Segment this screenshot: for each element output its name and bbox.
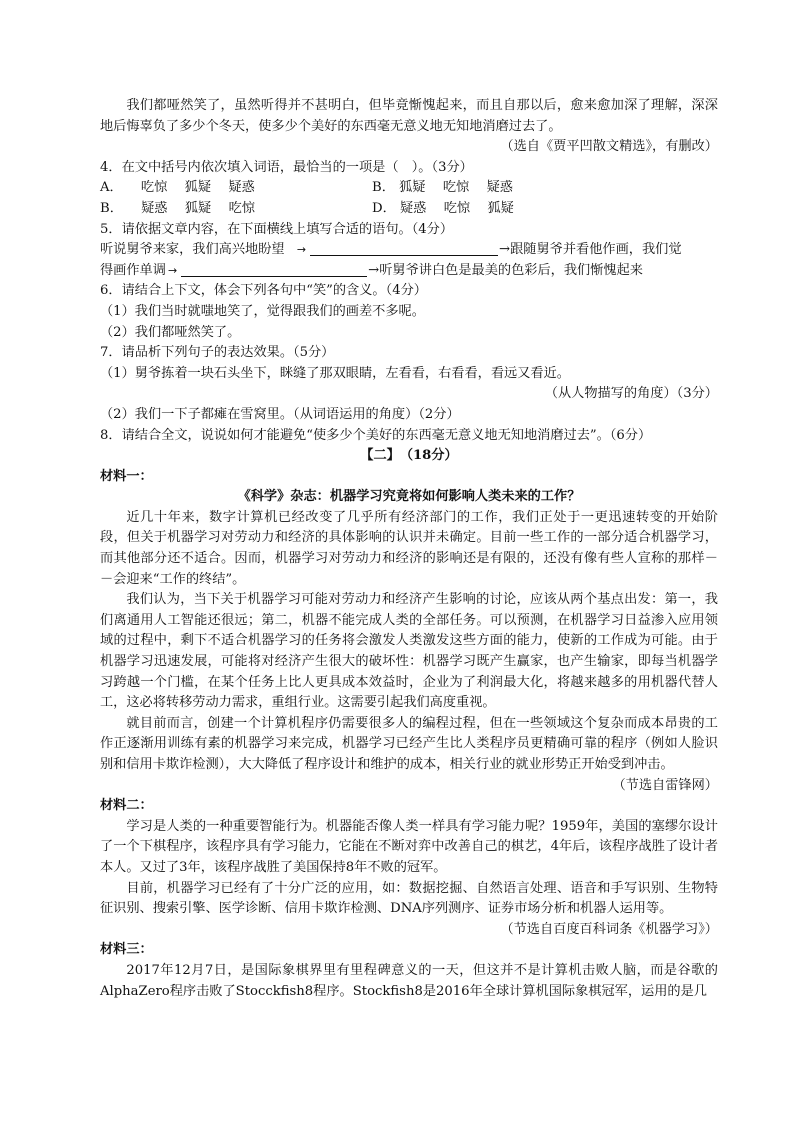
material-1-label: 材料一： (100, 468, 153, 484)
question-6-stem: 6．请结合上下文，体会下列各句中“笑”的含义。（4分） (100, 283, 427, 299)
option-c-label: B． (100, 200, 123, 216)
question-7-sentence-2: （2）我们一下子都瘫在雪窝里。（从词语运用的角度）（2分） (100, 406, 460, 422)
question-4-options-row-1 (100, 178, 718, 199)
question-8-stem: 8．请结合全文，说说如何才能避免“使多少个美好的东西毫无意义地无知地消磨过去”。（6分） (100, 427, 652, 443)
question-5-text-d: →听舅爷讲白色是最美的色彩后，我们惭愧起来 (368, 262, 643, 278)
answer-blank-2[interactable] (181, 264, 367, 277)
question-6-sentence-2: （2）我们都哑然笑了。 (100, 324, 241, 340)
option-b-label: B． (372, 180, 395, 196)
question-5-line-2 (100, 261, 718, 282)
question-6-sentence-1: （1）我们当时就嗤地笑了，觉得跟我们的画差不多呢。 (100, 303, 425, 319)
option-a-text: 吃惊 狐疑 疑惑 (140, 180, 255, 196)
option-d-text: 疑惑 吃惊 狐疑 (399, 200, 514, 216)
arrow-icon: → (296, 243, 307, 257)
question-4-stem: 4．在文中括号内依次填入词语，最恰当的一项是（ ）。（3分） (100, 159, 473, 175)
question-5-line-1 (100, 240, 718, 261)
material-1-source: （节选自雷锋网） (612, 777, 718, 793)
exam-page (100, 96, 718, 1002)
question-4-options-row-2 (100, 199, 718, 220)
material-1-title: 《科学》杂志：机器学习究竟将如何影响人类未来的工作？ (237, 489, 581, 505)
material-2-paragraph-1: 学习是人类的一种重要智能行为。机器能否像人类一样具有学习能力呢？1959年，美国的塞缪尔设计了一个下棋程序，该程序具有学习能力，它能在不断对弈中改善自己的棋艺，4年后，该程序战胜了设计者本人。又过了3年，该程序战胜了美国保持8年不败的冠军。 (100, 818, 718, 875)
answer-blank-1[interactable] (310, 243, 498, 256)
question-5-text-a: 听说舅爷来家，我们高兴地盼望 (100, 242, 285, 258)
section-heading: 【二】 （18分） (360, 448, 458, 464)
material-1-paragraph-3: 就目前而言，创建一个计算机程序仍需要很多人的编程过程，但在一些领域这个复杂而成本昂贵的工作正逐渐用训练有素的机器学习来完成，机器学习已经产生比人类程序员更精确可靠的程序（例如人脸识别和信用卡欺诈检测），大大降低了程序设计和维护的成本，相关行业的就业形势正开始受到冲击。 (100, 715, 718, 772)
material-3-label: 材料三： (100, 942, 153, 958)
question-5-stem: 5．请依据文章内容，在下面横线上填写合适的语句。（4分） (100, 221, 454, 237)
question-7-stem: 7．请品析下列句子的表达效果。（5分） (100, 345, 335, 361)
question-5-text-c: 得画作单调 (100, 262, 166, 278)
material-1-paragraph-2: 我们认为，当下关于机器学习可能对劳动力和经济产生影响的讨论，应该从两个基点出发：第一，我们离通用人工智能还很远；第二，机器不能完成人类的全部任务。可以预测，在机器学习日益渗入应用领域的过程中，剩下不适合机器学习的任务将会激发人类激发这些方面的能力，使新的工作成为可能。由于机器学习迅速发展，可能将对经济产生很大的破坏性：机器学习既产生赢家，也产生输家，即每当机器学习跨越一个门槛，在某个任务上比人更具成本效益时，企业为了利润最大化，将越来越多的用机器代替人工，这必将转移劳动力需求，重组行业。这需要引起我们高度重视。 (100, 592, 718, 711)
option-a-label: A． (100, 180, 123, 196)
question-7-sentence-1-note: （从人物描写的角度）（3分） (544, 386, 718, 402)
passage-paragraph: 我们都哑然笑了，虽然听得并不甚明白，但毕竟惭愧起来，而且自那以后，愈来愈加深了理解，深深地后悔辜负了多少个冬天，使多少个美好的东西毫无意义地无知地消磨过去了。 (100, 98, 718, 134)
question-7-sentence-1: （1）舅爷拣着一块石头坐下，眯缝了那双眼睛，左看看，右看看，看远又看近。 (100, 365, 570, 381)
material-1-paragraph-1: 近几十年来，数字计算机已经改变了几乎所有经济部门的工作，我们正处于一更迅速转变的开始阶段，但关于机器学习对劳动力和经济的具体影响的认识并未确定。目前一些工作的一部分适合机器学习，而其他部分还不适合。因而，机器学习对劳动力和经济的影响还是有限的，还没有像有些人宣称的那样－－会迎来“工作的终结”。 (100, 509, 718, 587)
passage-source: （选自《贾平凹散文精选》，有删改） (500, 139, 718, 155)
material-2-source: （节选自百度百科词条《机器学习》） (500, 921, 718, 937)
option-b-text: 狐疑 吃惊 疑惑 (399, 180, 513, 196)
option-d-label: D． (372, 200, 396, 216)
option-c-text: 疑惑 狐疑 吃惊 (141, 200, 255, 216)
material-2-paragraph-2: 目前，机器学习已经有了十分广泛的应用，如：数据挖掘、自然语言处理、语音和手写识别、生物特征识别、搜索引擎、医学诊断、信用卡欺诈检测、DNA序列测序、证券市场分析和机器人运用等。 (100, 880, 718, 917)
question-5-text-b: →跟随舅爷并看他作画，我们觉 (499, 242, 682, 258)
arrow-icon: → (167, 263, 178, 277)
material-3-paragraph-1: 2017年12月7日，是国际象棋界里有里程碑意义的一天，但这并不是计算机击败人脑，而是谷歌的AlphaZero程序击败了Stocckfish8程序。Stockfish8是2016年全球计算机国际象棋冠军，运用的是几 (100, 962, 718, 999)
material-2-label: 材料二： (100, 798, 153, 814)
